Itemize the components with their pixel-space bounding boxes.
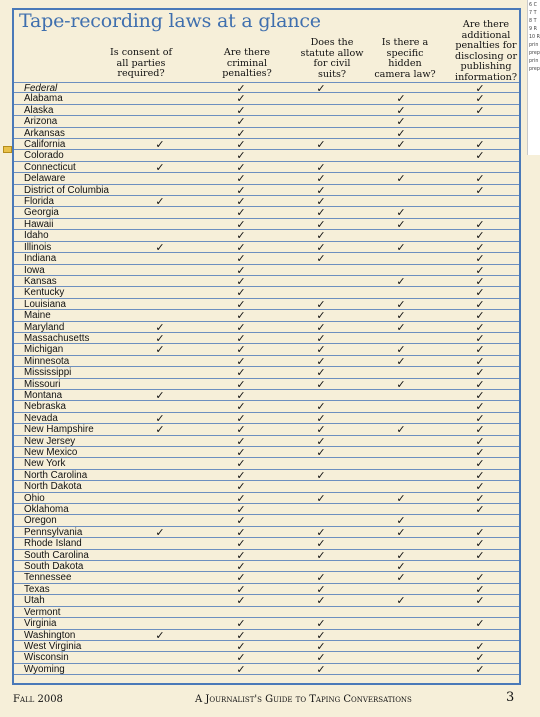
- check-mark-icon: ✓: [316, 662, 326, 676]
- check-mark-icon: ✓: [396, 320, 406, 334]
- check-mark-icon: ✓: [396, 217, 406, 231]
- state-name: California: [24, 139, 66, 151]
- check-mark-icon: ✓: [396, 138, 406, 152]
- state-name: North Carolina: [24, 469, 88, 481]
- check-mark-icon: ✓: [475, 468, 485, 482]
- state-name: Oklahoma: [24, 504, 69, 516]
- check-mark-icon: ✓: [316, 320, 326, 334]
- check-mark-icon: ✓: [396, 594, 406, 608]
- column-header-disclosure: Are there additional penalties for disclosing or publishing information?: [454, 19, 518, 83]
- check-mark-icon: ✓: [475, 639, 485, 653]
- check-mark-icon: ✓: [475, 343, 485, 357]
- state-name: New Mexico: [24, 447, 78, 458]
- table-row: [14, 630, 519, 641]
- table-row: [14, 401, 519, 412]
- check-mark-icon: ✓: [236, 617, 246, 631]
- table-row: [14, 607, 519, 618]
- table-row: [14, 458, 519, 469]
- state-name: Wyoming: [24, 663, 65, 675]
- check-mark-icon: ✓: [236, 229, 246, 243]
- check-mark-icon: ✓: [396, 354, 406, 368]
- check-mark-icon: ✓: [316, 594, 326, 608]
- table-row: [14, 276, 519, 287]
- check-mark-icon: ✓: [475, 503, 485, 517]
- table-row: [14, 265, 519, 276]
- state-name: Louisiana: [24, 298, 66, 310]
- table-row: [14, 207, 519, 218]
- state-name: New York: [24, 458, 66, 470]
- state-name: Minnesota: [24, 355, 70, 367]
- state-name: District of Columbia: [24, 184, 109, 196]
- state-name: Nevada: [24, 412, 58, 424]
- check-mark-icon: ✓: [396, 423, 406, 437]
- check-mark-icon: ✓: [396, 297, 406, 311]
- state-name: Texas: [24, 583, 50, 595]
- check-mark-icon: ✓: [236, 138, 246, 152]
- table-row: [14, 595, 519, 606]
- check-mark-icon: ✓: [236, 172, 246, 186]
- check-mark-icon: ✓: [316, 491, 326, 505]
- table-row: [14, 196, 519, 207]
- table-row: [14, 572, 519, 583]
- check-mark-icon: ✓: [155, 388, 165, 402]
- state-name: Alaska: [24, 104, 54, 116]
- check-mark-icon: ✓: [236, 388, 246, 402]
- check-mark-icon: ✓: [316, 354, 326, 368]
- check-mark-icon: ✓: [236, 103, 246, 117]
- check-mark-icon: ✓: [396, 548, 406, 562]
- check-mark-icon: ✓: [475, 377, 485, 391]
- check-mark-icon: ✓: [236, 240, 246, 254]
- check-mark-icon: ✓: [475, 217, 485, 231]
- check-mark-icon: ✓: [396, 560, 406, 574]
- check-mark-icon: ✓: [475, 548, 485, 562]
- check-mark-icon: ✓: [236, 662, 246, 676]
- check-mark-icon: ✓: [475, 103, 485, 117]
- table-row: [14, 413, 519, 424]
- state-name: Federal: [24, 83, 58, 94]
- side-panel[interactable]: [527, 0, 540, 155]
- state-name: Montana: [24, 389, 63, 401]
- check-mark-icon: ✓: [475, 411, 485, 425]
- check-mark-icon: ✓: [236, 446, 246, 459]
- table-row: [14, 447, 519, 458]
- check-mark-icon: ✓: [475, 320, 485, 334]
- check-mark-icon: ✓: [236, 82, 246, 95]
- table-row: [14, 128, 519, 139]
- check-mark-icon: ✓: [236, 160, 246, 174]
- state-name: Alabama: [24, 93, 63, 105]
- state-name: Pennsylvania: [24, 526, 83, 538]
- check-mark-icon: ✓: [316, 343, 326, 357]
- state-name: Maryland: [24, 321, 65, 333]
- table-row: [14, 105, 519, 116]
- table-row: [14, 481, 519, 492]
- column-header-consent: Is consent of all parties required?: [109, 47, 173, 79]
- folder-icon[interactable]: [3, 146, 12, 153]
- check-mark-icon: ✓: [396, 274, 406, 288]
- state-name: Arizona: [24, 116, 58, 128]
- check-mark-icon: ✓: [475, 491, 485, 505]
- check-mark-icon: ✓: [236, 217, 246, 231]
- check-mark-icon: ✓: [475, 297, 485, 311]
- side-panel-item[interactable]: 10 R: [529, 35, 540, 40]
- check-mark-icon: ✓: [475, 594, 485, 608]
- check-mark-icon: ✓: [155, 240, 165, 254]
- check-mark-icon: ✓: [316, 446, 326, 459]
- state-name: Kentucky: [24, 287, 65, 299]
- state-name: Michigan: [24, 344, 64, 356]
- check-mark-icon: ✓: [236, 582, 246, 596]
- check-mark-icon: ✓: [316, 172, 326, 186]
- table-row: [14, 162, 519, 173]
- check-mark-icon: ✓: [236, 183, 246, 197]
- table-row: [14, 310, 519, 321]
- check-mark-icon: ✓: [475, 354, 485, 368]
- state-name: Oregon: [24, 515, 57, 527]
- check-mark-icon: ✓: [316, 297, 326, 311]
- state-name: Hawaii: [24, 218, 54, 230]
- check-mark-icon: ✓: [475, 149, 485, 163]
- check-mark-icon: ✓: [236, 514, 246, 528]
- check-mark-icon: ✓: [316, 366, 326, 380]
- check-mark-icon: ✓: [236, 343, 246, 357]
- check-mark-icon: ✓: [155, 628, 165, 642]
- check-mark-icon: ✓: [236, 628, 246, 642]
- table-row: [14, 82, 519, 93]
- state-name: New Jersey: [24, 435, 76, 447]
- footer-date: Fall 2008: [13, 694, 63, 705]
- check-mark-icon: ✓: [475, 229, 485, 243]
- state-name: Florida: [24, 196, 54, 208]
- table-row: [14, 356, 519, 367]
- side-panel-item[interactable]: 6 C: [529, 3, 537, 8]
- check-mark-icon: ✓: [155, 195, 165, 209]
- state-name: Virginia: [24, 618, 57, 630]
- table-row: [14, 287, 519, 298]
- side-panel-item[interactable]: 7 T: [529, 11, 537, 16]
- check-mark-icon: ✓: [396, 377, 406, 391]
- check-mark-icon: ✓: [316, 468, 326, 482]
- check-mark-icon: ✓: [316, 82, 326, 95]
- check-mark-icon: ✓: [396, 514, 406, 528]
- check-mark-icon: ✓: [236, 560, 246, 574]
- check-mark-icon: ✓: [475, 662, 485, 676]
- check-mark-icon: ✓: [155, 160, 165, 174]
- check-mark-icon: ✓: [155, 331, 165, 345]
- state-name: Massachusetts: [24, 332, 90, 344]
- table-row: [14, 344, 519, 355]
- table-row: [14, 618, 519, 629]
- check-mark-icon: ✓: [236, 411, 246, 425]
- check-mark-icon: ✓: [475, 183, 485, 197]
- check-mark-icon: ✓: [236, 503, 246, 517]
- check-mark-icon: ✓: [316, 639, 326, 653]
- check-mark-icon: ✓: [396, 103, 406, 117]
- table-row: [14, 150, 519, 161]
- table-row: [14, 515, 519, 526]
- check-mark-icon: ✓: [316, 548, 326, 562]
- check-mark-icon: ✓: [316, 617, 326, 631]
- state-name: Iowa: [24, 264, 45, 276]
- side-panel-item[interactable]: prep: [529, 67, 540, 72]
- state-name: Georgia: [24, 207, 59, 219]
- state-name: Rhode Island: [24, 538, 82, 550]
- check-mark-icon: ✓: [396, 172, 406, 186]
- table-row: [14, 561, 519, 572]
- check-mark-icon: ✓: [475, 240, 485, 254]
- check-mark-icon: ✓: [155, 343, 165, 357]
- state-name: Vermont: [24, 606, 61, 618]
- page-title: Tape-recording laws at a glance: [19, 10, 321, 32]
- state-table: [14, 82, 519, 675]
- table-row: [14, 322, 519, 333]
- state-name: South Carolina: [24, 549, 89, 561]
- check-mark-icon: ✓: [396, 525, 406, 539]
- check-mark-icon: ✓: [316, 571, 326, 585]
- check-mark-icon: ✓: [316, 195, 326, 209]
- table-row: [14, 367, 519, 378]
- check-mark-icon: ✓: [236, 457, 246, 471]
- state-name: Indiana: [24, 253, 57, 265]
- check-mark-icon: ✓: [475, 286, 485, 300]
- check-mark-icon: ✓: [236, 377, 246, 391]
- table-row: [14, 299, 519, 310]
- check-mark-icon: ✓: [475, 82, 485, 95]
- column-header-hidden-camera: Is there a specific hidden camera law?: [374, 37, 436, 80]
- check-mark-icon: ✓: [236, 126, 246, 140]
- check-mark-icon: ✓: [236, 434, 246, 448]
- state-name: Idaho: [24, 230, 49, 242]
- side-panel-item[interactable]: prin: [529, 43, 539, 48]
- state-name: South Dakota: [24, 561, 84, 573]
- check-mark-icon: ✓: [316, 160, 326, 174]
- check-mark-icon: ✓: [236, 92, 246, 106]
- check-mark-icon: ✓: [236, 480, 246, 494]
- check-mark-icon: ✓: [236, 594, 246, 608]
- table-row: [14, 664, 519, 675]
- side-panel-item[interactable]: 9 R: [529, 27, 537, 32]
- table-row: [14, 185, 519, 196]
- check-mark-icon: ✓: [316, 377, 326, 391]
- check-mark-icon: ✓: [236, 366, 246, 380]
- check-mark-icon: ✓: [475, 434, 485, 448]
- check-mark-icon: ✓: [236, 331, 246, 345]
- check-mark-icon: ✓: [236, 252, 246, 266]
- check-mark-icon: ✓: [475, 92, 485, 106]
- check-mark-icon: ✓: [475, 617, 485, 631]
- check-mark-icon: ✓: [316, 138, 326, 152]
- check-mark-icon: ✓: [155, 525, 165, 539]
- table-row: [14, 253, 519, 264]
- state-name: Missouri: [24, 378, 61, 390]
- check-mark-icon: ✓: [316, 582, 326, 596]
- check-mark-icon: ✓: [316, 206, 326, 220]
- check-mark-icon: ✓: [475, 525, 485, 539]
- table-row: [14, 390, 519, 401]
- state-name: Arkansas: [24, 127, 65, 139]
- check-mark-icon: ✓: [396, 491, 406, 505]
- table-row: [14, 584, 519, 595]
- check-mark-icon: ✓: [236, 400, 246, 414]
- check-mark-icon: ✓: [236, 354, 246, 368]
- table-row: [14, 470, 519, 481]
- check-mark-icon: ✓: [236, 274, 246, 288]
- check-mark-icon: ✓: [236, 309, 246, 323]
- state-name: Tennessee: [24, 572, 72, 584]
- check-mark-icon: ✓: [316, 423, 326, 437]
- table-row: [14, 242, 519, 253]
- check-mark-icon: ✓: [236, 115, 246, 129]
- state-name: New Hampshire: [24, 424, 94, 436]
- check-mark-icon: ✓: [316, 217, 326, 231]
- check-mark-icon: ✓: [475, 446, 485, 459]
- check-mark-icon: ✓: [475, 537, 485, 551]
- check-mark-icon: ✓: [155, 320, 165, 334]
- table-row: [14, 527, 519, 538]
- check-mark-icon: ✓: [475, 388, 485, 402]
- check-mark-icon: ✓: [475, 252, 485, 266]
- table-row: [14, 230, 519, 241]
- side-panel-item[interactable]: prep: [529, 51, 540, 56]
- check-mark-icon: ✓: [236, 206, 246, 220]
- table-row: [14, 116, 519, 127]
- table-row: [14, 424, 519, 435]
- table-row: [14, 379, 519, 390]
- check-mark-icon: ✓: [475, 457, 485, 471]
- table-row: [14, 219, 519, 230]
- table-row: [14, 538, 519, 549]
- check-mark-icon: ✓: [236, 423, 246, 437]
- table-row: [14, 550, 519, 561]
- check-mark-icon: ✓: [236, 195, 246, 209]
- check-mark-icon: ✓: [475, 571, 485, 585]
- table-row: [14, 641, 519, 652]
- table-row: [14, 436, 519, 447]
- check-mark-icon: ✓: [475, 138, 485, 152]
- state-name: Washington: [24, 629, 76, 641]
- state-name: Maine: [24, 310, 51, 322]
- state-name: Colorado: [24, 150, 64, 162]
- state-name: Ohio: [24, 492, 45, 504]
- table-row: [14, 139, 519, 150]
- check-mark-icon: ✓: [236, 651, 246, 665]
- check-mark-icon: ✓: [475, 480, 485, 494]
- check-mark-icon: ✓: [316, 229, 326, 243]
- check-mark-icon: ✓: [396, 571, 406, 585]
- check-mark-icon: ✓: [316, 309, 326, 323]
- state-name: Connecticut: [24, 161, 76, 173]
- table-row: [14, 652, 519, 663]
- side-panel-item[interactable]: 8 T: [529, 19, 537, 24]
- check-mark-icon: ✓: [236, 537, 246, 551]
- check-mark-icon: ✓: [316, 331, 326, 345]
- page-number: 3: [506, 690, 515, 705]
- check-mark-icon: ✓: [396, 343, 406, 357]
- check-mark-icon: ✓: [475, 263, 485, 277]
- state-name: North Dakota: [24, 481, 82, 493]
- state-name: Utah: [24, 595, 45, 607]
- check-mark-icon: ✓: [155, 138, 165, 152]
- check-mark-icon: ✓: [236, 548, 246, 562]
- check-mark-icon: ✓: [396, 240, 406, 254]
- check-mark-icon: ✓: [236, 149, 246, 163]
- check-mark-icon: ✓: [316, 183, 326, 197]
- column-header-civil: Does the statute allow for civil suits?: [300, 37, 364, 80]
- check-mark-icon: ✓: [316, 628, 326, 642]
- check-mark-icon: ✓: [396, 206, 406, 220]
- check-mark-icon: ✓: [316, 537, 326, 551]
- check-mark-icon: ✓: [396, 126, 406, 140]
- state-name: Wisconsin: [24, 652, 69, 664]
- check-mark-icon: ✓: [236, 571, 246, 585]
- footer-publication: A Journalist's Guide to Taping Conversations: [195, 694, 412, 705]
- check-mark-icon: ✓: [236, 639, 246, 653]
- state-name: Kansas: [24, 275, 57, 287]
- check-mark-icon: ✓: [236, 468, 246, 482]
- check-mark-icon: ✓: [316, 411, 326, 425]
- check-mark-icon: ✓: [475, 309, 485, 323]
- check-mark-icon: ✓: [475, 331, 485, 345]
- check-mark-icon: ✓: [316, 252, 326, 266]
- side-panel-item[interactable]: prin: [529, 59, 539, 64]
- check-mark-icon: ✓: [316, 400, 326, 414]
- check-mark-icon: ✓: [236, 286, 246, 300]
- check-mark-icon: ✓: [236, 263, 246, 277]
- check-mark-icon: ✓: [475, 366, 485, 380]
- state-name: Delaware: [24, 173, 66, 185]
- check-mark-icon: ✓: [155, 423, 165, 437]
- check-mark-icon: ✓: [475, 582, 485, 596]
- column-header-criminal: Are there criminal penalties?: [222, 47, 272, 79]
- check-mark-icon: ✓: [316, 240, 326, 254]
- state-name: Mississippi: [24, 367, 72, 379]
- check-mark-icon: ✓: [475, 172, 485, 186]
- check-mark-icon: ✓: [155, 411, 165, 425]
- check-mark-icon: ✓: [475, 274, 485, 288]
- table-row: [14, 93, 519, 104]
- check-mark-icon: ✓: [236, 491, 246, 505]
- table-row: [14, 173, 519, 184]
- check-mark-icon: ✓: [475, 400, 485, 414]
- check-mark-icon: ✓: [396, 309, 406, 323]
- check-mark-icon: ✓: [316, 434, 326, 448]
- state-name: West Virginia: [24, 640, 82, 652]
- state-name: Illinois: [24, 241, 52, 253]
- check-mark-icon: ✓: [475, 651, 485, 665]
- check-mark-icon: ✓: [396, 115, 406, 129]
- table-row: [14, 504, 519, 515]
- check-mark-icon: ✓: [236, 320, 246, 334]
- check-mark-icon: ✓: [475, 423, 485, 437]
- table-row: [14, 333, 519, 344]
- table-row: [14, 493, 519, 504]
- check-mark-icon: ✓: [236, 525, 246, 539]
- state-name: Nebraska: [24, 401, 66, 413]
- check-mark-icon: ✓: [316, 525, 326, 539]
- check-mark-icon: ✓: [396, 92, 406, 106]
- check-mark-icon: ✓: [316, 651, 326, 665]
- check-mark-icon: ✓: [236, 297, 246, 311]
